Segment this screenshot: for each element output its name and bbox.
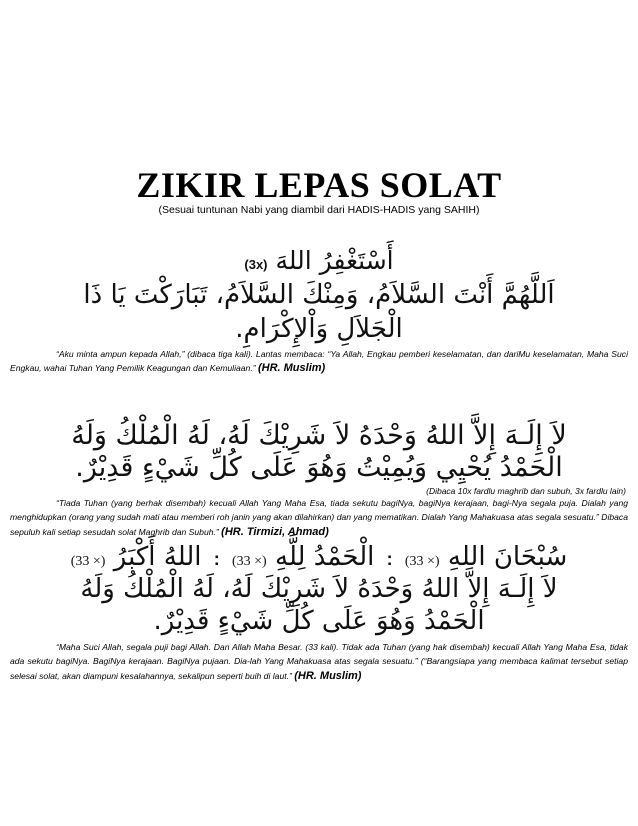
istighfar-count: (3x) [244, 257, 268, 272]
takbir-count: (33 ×) [70, 554, 106, 569]
separator-1: : [386, 549, 393, 569]
istighfar-line [12, 246, 626, 275]
tasbih-arabic: سُبْحَانَ اللهِ [447, 542, 568, 572]
allahumma-line-2: الْجَلاَلِ وَاْلإِكْرَامِ. [235, 314, 403, 344]
tasbih-tahmid-takbir-line [12, 542, 626, 572]
section2-translation [10, 496, 628, 539]
tahlil-line-1: لاَ إِلَـهَ إِلاَّ اللهُ وَحْدَهُ لاَ شَرِيْكَ لَهُ، لَهُ الْمُلْكُ وَلَهُ [71, 420, 567, 451]
allahumma-line-1: اَللَّهُمَّ أَنْتَ السَّلاَمُ، وَمِنْكَ السَّلاَمُ، تَبَارَكْتَ يَا ذَا [83, 280, 555, 310]
section3-tahlil-line-1: لاَ إِلَـهَ إِلاَّ اللهُ وَحْدَهُ لاَ شَرِيْكَ لَهُ، لَهُ الْمُلْكُ وَلَهُ [80, 574, 558, 604]
takbir-arabic: اللهُ أَكْبَرُ [113, 542, 202, 572]
section2-translation-text: “Tiada Tuhan (yang berhak disembah) kecuali Allah Yang Maha Esa, tiada sekutu bagiNya, bagiNya kerajaan, bagi-Nya segala puja. Dialah yang menghidupkan (orang yang sudah mati atau memberi roh janin yang akan dilahirkan) dan yang mematikan. Dialah Yang Mahakuasa atas segala sesuatu.” Dibaca sepuluh kali setiap sesudah solat Maghrib dan Subuh.” [10, 498, 628, 537]
section1-translation [10, 347, 628, 376]
section3-translation-text: “Maha Suci Allah, segala puji bagi Allah. Dan Allah Maha Besar. (33 kali). Tidak ada Tuhan (yang hak disembah) kecuali Allah Yang Maha Esa, tidak ada sekutu bagiNya. BagiNya kerajaan. BagiNya pujaan. Dia-lah Yang Mahakuasa atas segala sesuatu.” (“Barangsiapa yang membaca kalimat tersebut setiap selesai solat, akan diampuni kesalahannya, sekalipun seperti buih di laut.” [10, 642, 628, 681]
tahlil-note: (Dibaca 10x fardlu maghrib dan subuh, 3x fardlu lain) [426, 486, 626, 496]
tahmid-count: (33 ×) [232, 554, 267, 569]
page-subtitle: (Sesuai tuntunan Nabi yang diambil dari HADIS-HADIS yang SAHIH) [158, 204, 480, 216]
page-title: ZIKIR LEPAS SOLAT [136, 165, 502, 205]
istighfar-arabic: أَسْتَغْفِرُ اللهَ [275, 246, 394, 275]
section3-translation [10, 640, 628, 683]
section3-tahlil-line-2: الْحَمْدُ وَهُوَ عَلَى كُلِّ شَيْءٍ قَدِيْرٌ. [153, 606, 485, 636]
section2-reference: (HR. Tirmizi, Ahmad) [221, 525, 329, 538]
section1-reference: (HR. Muslim) [257, 362, 326, 375]
tahmid-arabic: الْحَمْدُ لِلَّهِ [275, 542, 375, 572]
tahlil-line-2: الْحَمْدُ يُحْيِي وَيُمِيْتُ وَهُوَ عَلَى كُلِّ شَيْءٍ قَدِيْرٌ. [75, 452, 563, 483]
tasbih-count: (33 ×) [404, 554, 440, 569]
section3-reference: (HR. Muslim) [294, 669, 362, 682]
separator-2: : [213, 549, 220, 569]
section1-translation-text: “Aku minta ampun kepada Allah,” (dibaca tiga kali). Lantas membaca: “Ya Allah, Engkau pemberi keselamatan, dan dariMu keselamatan, Maha Suci Engkau, wahai Tuhan Yang Pemilik Keagungan dan Kemuliaan.” [10, 349, 628, 374]
